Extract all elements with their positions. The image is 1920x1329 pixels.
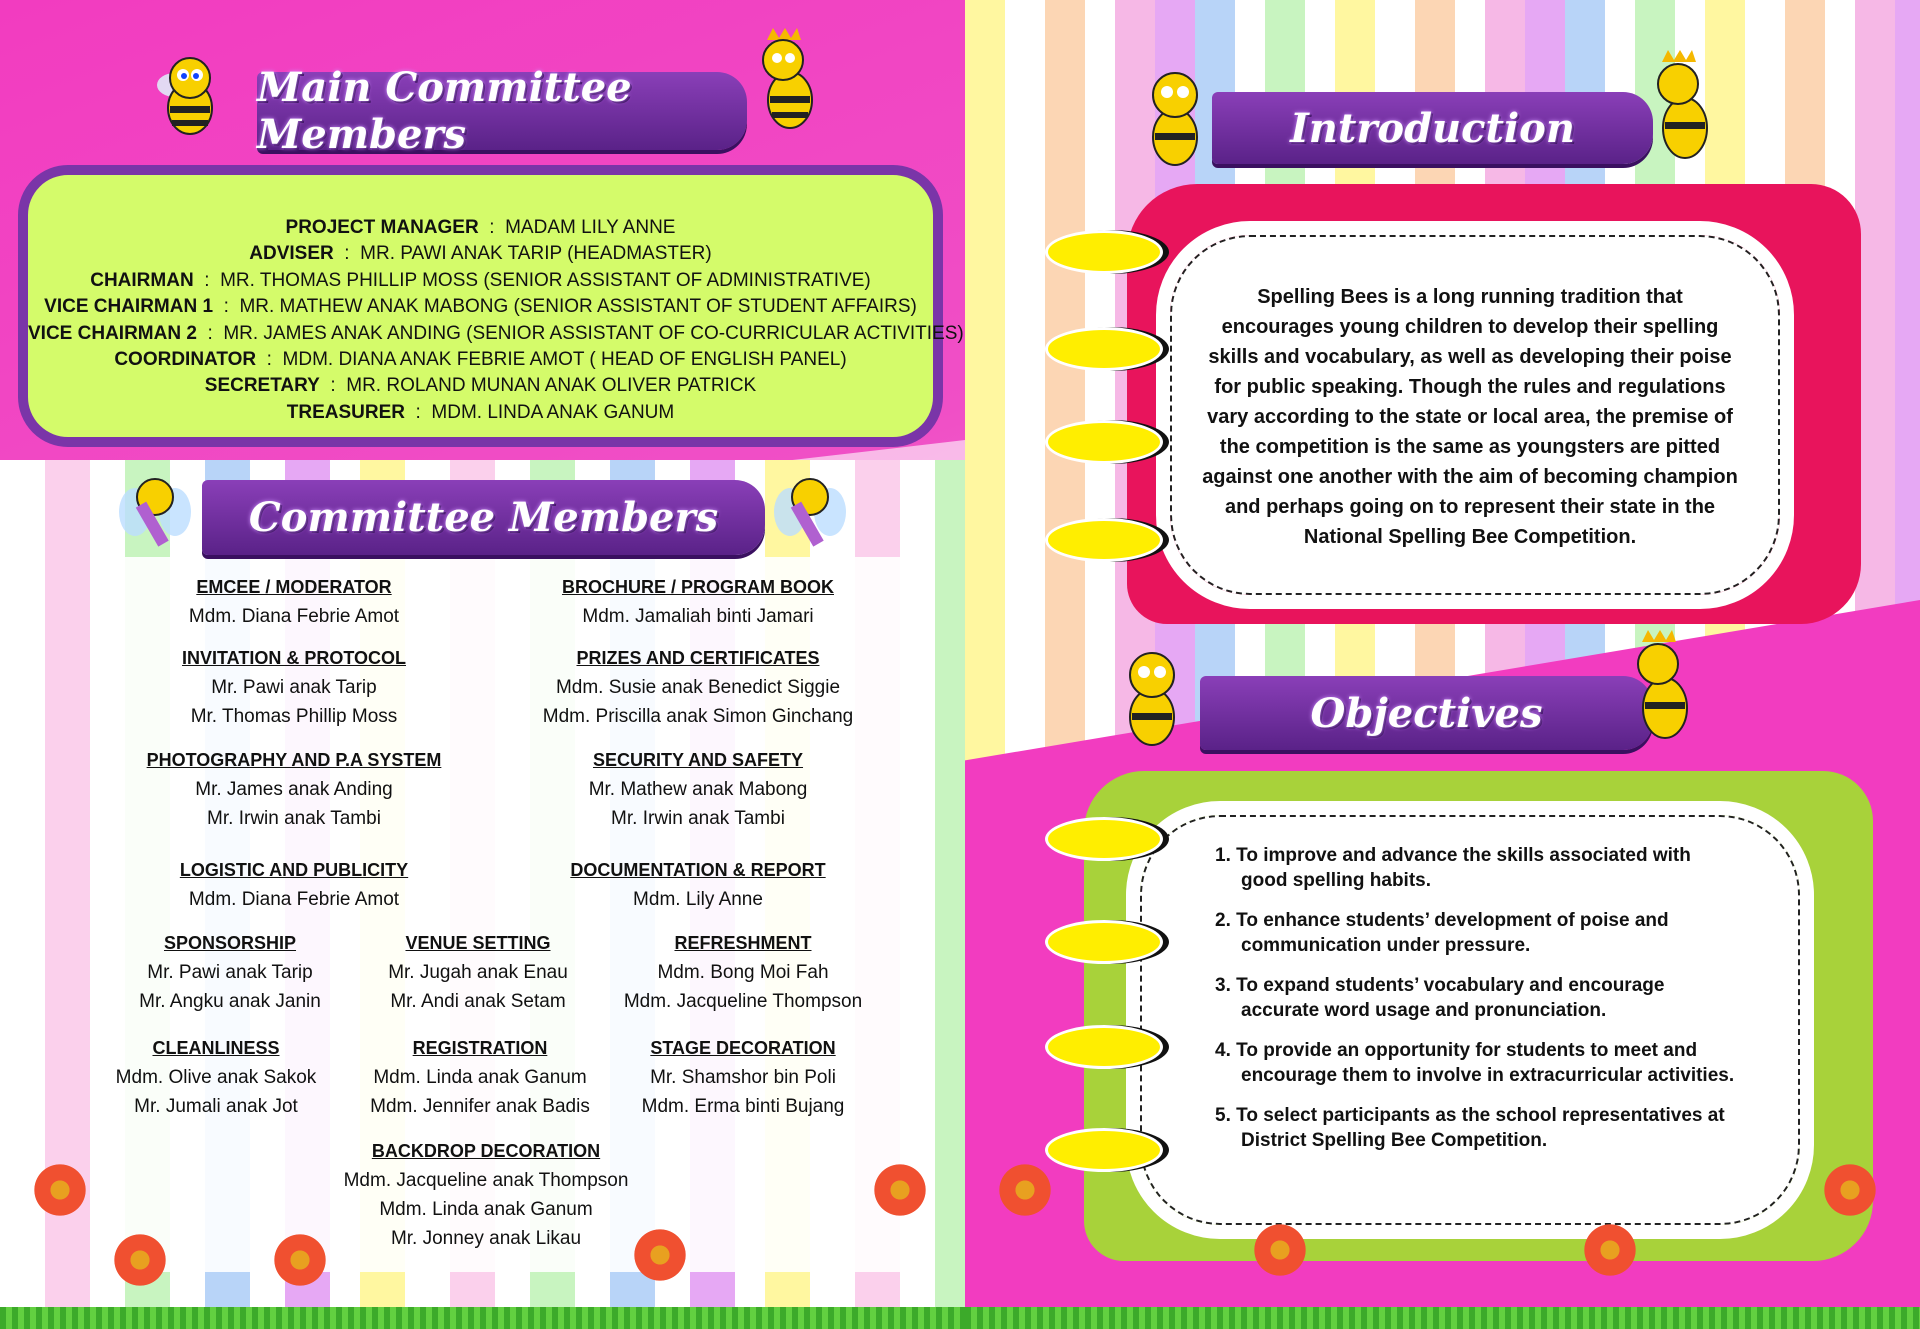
member-name: MR. MATHEW ANAK MABONG (SENIOR ASSISTANT OF STUDENT AFFAIRS) xyxy=(239,296,917,318)
objectives-banner: Objectives xyxy=(1200,676,1653,750)
member-name: Mr. Pawi anak Tarip xyxy=(147,962,313,983)
committee-members-banner: Committee Members xyxy=(202,480,765,555)
objective-item: 4. To provide an opportunity for students to meet and encourage them to involve in extracurricular activities. xyxy=(1215,1040,1735,1086)
objective-item: 2. To enhance students’ development of poise and communication under pressure. xyxy=(1215,910,1669,956)
section-title: BACKDROP DECORATION xyxy=(371,1141,601,1161)
member-name: Mr. Jumali anak Jot xyxy=(134,1096,298,1117)
member-name: Mdm. Linda anak Ganum xyxy=(373,1067,587,1088)
grass xyxy=(0,1307,965,1329)
section-title: DOCUMENTATION & REPORT xyxy=(570,860,826,880)
bee-icon xyxy=(1135,65,1215,175)
colon-separator: : xyxy=(193,269,221,291)
colon-separator: : xyxy=(478,217,506,238)
main-committee-row xyxy=(28,270,933,292)
yellow-tab xyxy=(1045,1128,1163,1172)
committee-section xyxy=(563,929,923,1016)
objectives-list xyxy=(1215,843,1735,1168)
main-committee-row xyxy=(28,402,933,424)
queen-bee-icon xyxy=(1640,50,1720,170)
section-title: CLEANLINESS xyxy=(152,1038,280,1058)
member-name: Mdm. Bong Moi Fah xyxy=(657,962,829,983)
flower-icon xyxy=(870,1160,930,1220)
flower-icon xyxy=(270,1230,330,1290)
committee-section xyxy=(518,573,878,631)
colon-separator: : xyxy=(319,375,347,397)
member-name: MDM. LINDA ANAK GANUM xyxy=(431,401,675,423)
colon-separator: : xyxy=(256,349,283,370)
member-name: Mdm. Jamaliah binti Jamari xyxy=(582,606,814,627)
bee-icon xyxy=(150,50,230,140)
member-name: MR. ROLAND MUNAN ANAK OLIVER PATRICK xyxy=(346,375,757,397)
member-name: MADAM LILY ANNE xyxy=(505,217,676,238)
flower-icon xyxy=(30,1160,90,1220)
member-name: Mdm. Susie anak Benedict Siggie xyxy=(555,677,841,698)
committee-section xyxy=(518,644,878,731)
member-name: Mr. James anak Anding xyxy=(195,779,393,800)
section-title: PRIZES AND CERTIFICATES xyxy=(576,648,820,668)
committee-section xyxy=(114,644,474,731)
member-name: Mr. Angku anak Janin xyxy=(139,991,321,1012)
main-committee-row xyxy=(28,349,933,371)
objective-item: 3. To expand students’ vocabulary and encourage accurate word usage and pronunciation. xyxy=(1215,975,1665,1021)
main-committee-row xyxy=(28,375,933,397)
flower-icon xyxy=(1580,1220,1640,1280)
main-committee-banner: Main Committee Members xyxy=(257,72,747,150)
colon-separator: : xyxy=(405,401,432,423)
member-name: Mr. Andi anak Setam xyxy=(390,991,566,1012)
section-title: SECURITY AND SAFETY xyxy=(592,750,804,770)
member-name: Mr. Irwin anak Tambi xyxy=(611,808,785,829)
section-title: STAGE DECORATION xyxy=(650,1038,836,1058)
flower-icon xyxy=(110,1230,170,1290)
introduction-text: Spelling Bees is a long running tradition that encourages young children to develop their spelling skills and vocabulary, as well as developing their poise for public speaking. Though the rules and regulations vary according to the state or local area, the premise of the competition is the same as youngsters are pitted against one another with the aim of becoming champion and perhaps going on to represent their state in the National Spelling Bee Competition. xyxy=(1202,286,1738,548)
section-title: EMCEE / MODERATOR xyxy=(196,577,392,597)
yellow-tab xyxy=(1045,518,1163,562)
main-committee-row xyxy=(28,217,933,239)
flower-icon xyxy=(1820,1160,1880,1220)
member-name: Mdm. Jacqueline anak Thompson xyxy=(343,1170,629,1191)
section-title: BROCHURE / PROGRAM BOOK xyxy=(561,577,834,597)
committee-section xyxy=(518,856,878,914)
role-label: CHAIRMAN xyxy=(90,269,194,291)
flower-icon xyxy=(995,1160,1055,1220)
queen-bee-icon xyxy=(745,28,825,138)
member-name: Mr. Mathew anak Mabong xyxy=(588,779,808,800)
member-name: Mdm. Diana Febrie Amot xyxy=(188,606,400,627)
member-name: Mdm. Diana Febrie Amot xyxy=(188,889,400,910)
bee-with-pencil-icon xyxy=(115,462,195,552)
objective-item: 1. To improve and advance the skills associated with good spelling habits. xyxy=(1215,845,1691,891)
member-name: MR. PAWI ANAK TARIP (HEADMASTER) xyxy=(360,243,712,265)
member-name: Mr. Pawi anak Tarip xyxy=(211,677,377,698)
main-committee-row xyxy=(28,322,964,345)
member-name: Mdm. Erma binti Bujang xyxy=(641,1096,845,1117)
bee-with-pencil-icon xyxy=(770,462,850,552)
queen-bee-icon xyxy=(1620,630,1700,750)
member-name: Mr. Thomas Phillip Moss xyxy=(190,706,398,727)
role-label: PROJECT MANAGER xyxy=(285,217,479,238)
member-name: Mr. Irwin anak Tambi xyxy=(207,808,381,829)
bee-icon xyxy=(1112,645,1192,755)
member-name: MR. JAMES ANAK ANDING (SENIOR ASSISTANT OF CO-CURRICULAR ACTIVITIES) xyxy=(223,322,964,344)
member-name: Mdm. Jennifer anak Badis xyxy=(370,1096,590,1117)
colon-separator: : xyxy=(196,322,224,344)
member-name: Mdm. Olive anak Sakok xyxy=(115,1067,317,1088)
section-title: SPONSORSHIP xyxy=(163,933,297,953)
section-title: INVITATION & PROTOCOL xyxy=(182,648,406,668)
yellow-tab xyxy=(1045,420,1163,464)
member-name: Mr. Shamshor bin Poli xyxy=(650,1067,836,1088)
yellow-tab xyxy=(1045,327,1163,371)
role-label: ADVISER xyxy=(249,243,334,265)
grass xyxy=(965,1307,1920,1329)
section-title: REGISTRATION xyxy=(412,1038,548,1058)
member-name: Mr. Jonney anak Likau xyxy=(390,1228,582,1249)
section-title: REFRESHMENT xyxy=(674,933,812,953)
role-label: COORDINATOR xyxy=(114,349,257,370)
main-committee-box xyxy=(18,165,964,447)
flower-icon xyxy=(1250,1220,1310,1280)
committee-section xyxy=(114,573,474,631)
member-name: Mdm. Linda anak Ganum xyxy=(379,1199,593,1220)
objective-item: 5. To select participants as the school representatives at District Spelling Bee Competition. xyxy=(1215,1105,1725,1151)
section-title: LOGISTIC AND PUBLICITY xyxy=(179,860,409,880)
role-label: TREASURER xyxy=(286,401,405,423)
member-name: Mdm. Lily Anne xyxy=(633,889,763,910)
member-name: MR. THOMAS PHILLIP MOSS (SENIOR ASSISTANT OF ADMINISTRATIVE) xyxy=(220,269,871,291)
committee-section xyxy=(518,746,878,833)
member-name: Mr. Jugah anak Enau xyxy=(388,962,568,983)
member-name: Mdm. Jacqueline Thompson xyxy=(623,991,863,1012)
yellow-tab xyxy=(1045,920,1163,964)
section-title: PHOTOGRAPHY AND P.A SYSTEM xyxy=(146,750,442,770)
yellow-tab xyxy=(1045,1025,1163,1069)
introduction-banner: Introduction xyxy=(1212,92,1653,164)
role-label: SECRETARY xyxy=(204,375,320,397)
role-label: VICE CHAIRMAN 2 xyxy=(28,322,197,344)
committee-section xyxy=(563,1034,923,1121)
colon-separator: : xyxy=(213,296,240,318)
yellow-tab xyxy=(1045,817,1163,861)
committee-section xyxy=(114,856,474,914)
committee-section xyxy=(114,746,474,833)
main-committee-row xyxy=(28,243,933,265)
committee-section xyxy=(306,1137,666,1253)
member-name: MDM. DIANA ANAK FEBRIE AMOT ( HEAD OF ENGLISH PANEL) xyxy=(282,349,847,370)
main-committee-row xyxy=(28,296,933,318)
flower-icon xyxy=(630,1225,690,1285)
yellow-tab xyxy=(1045,230,1163,274)
colon-separator: : xyxy=(333,243,361,265)
role-label: VICE CHAIRMAN 1 xyxy=(44,296,214,318)
member-name: Mdm. Priscilla anak Simon Ginchang xyxy=(542,706,854,727)
section-title: VENUE SETTING xyxy=(405,933,551,953)
